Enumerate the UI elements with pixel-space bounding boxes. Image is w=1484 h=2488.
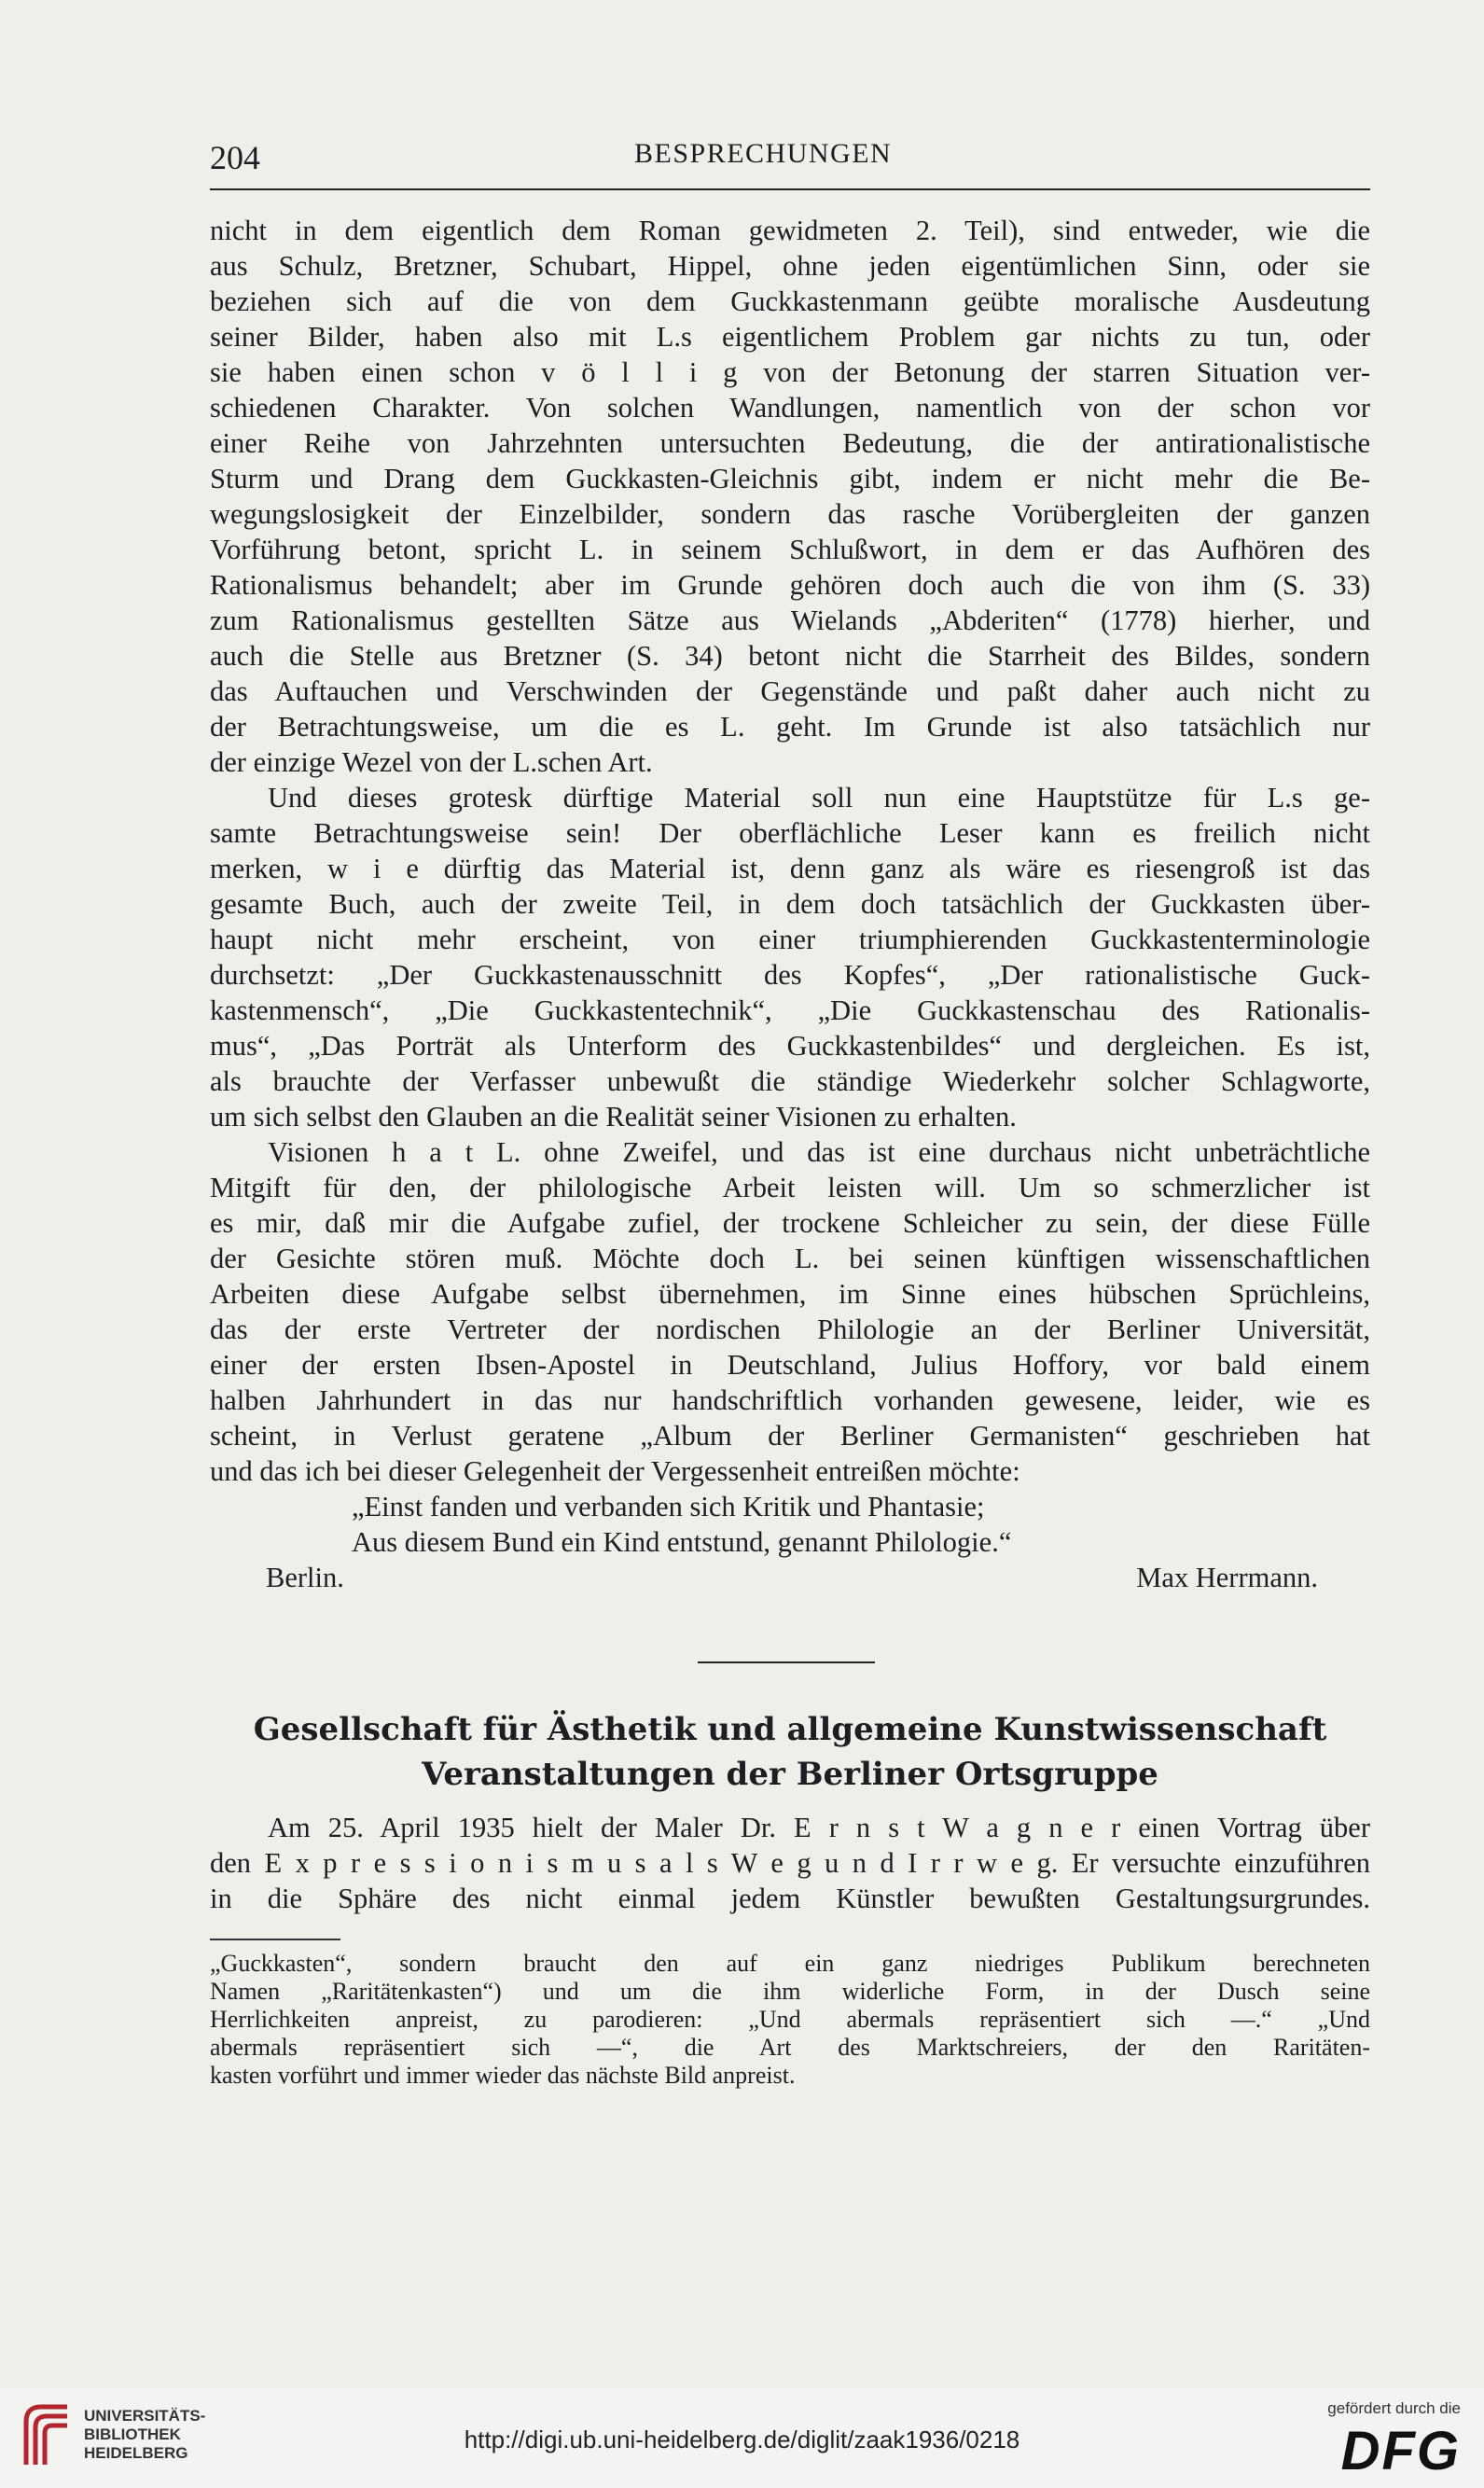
text-line: durchsetzt: „Der Guckkastenausschnitt des Kopfes“, „Der rationalistische Guck- (210, 959, 1370, 991)
header-rule (210, 188, 1370, 190)
text-line: Rationalismus behandelt; aber im Grunde gehören doch auch die von ihm (S. 33) (210, 569, 1370, 601)
text-line: scheint, in Verlust geratene „Album der Berliner Germanisten“ geschrieben hat (210, 1420, 1370, 1452)
text-line: einer der ersten Ibsen-Apostel in Deutschland, Julius Hoffory, vor bald einem (210, 1349, 1370, 1381)
text-line: merken, w i e dürftig das Material ist, denn ganz als wäre es riesengroß ist das (210, 853, 1370, 884)
text-line: Und dieses grotesk dürftige Material soll nun eine Hauptstütze für L.s ge- (268, 782, 1370, 813)
section-title-line-2: Veranstaltungen der Berliner Ortsgruppe (422, 1756, 1158, 1793)
text-line: kastenmensch“, „Die Guckkastentechnik“, „Die Guckkastenschau des Rationalis- (210, 994, 1370, 1026)
text-line: Mitgift für den, der philologische Arbeit leisten will. Um so schmerzlicher ist (210, 1172, 1370, 1203)
text-line: als brauchte der Verfasser unbewußt die ständige Wiederkehr solcher Schlagworte, (210, 1065, 1370, 1097)
footnote (210, 1950, 1370, 2090)
signature (210, 1560, 1318, 1595)
text-line: haupt nicht mehr erscheint, von einer triumphierenden Guckkastenterminologie (210, 924, 1370, 955)
footnote-line: Namen „Raritätenkasten“) und um die ihm widerliche Form, in der Dusch seine (210, 1978, 1370, 2005)
text-line: der Gesichte stören muß. Möchte doch L. bei seinen künftigen wissenschaftlichen (210, 1243, 1370, 1274)
text-line: um sich selbst den Glauben an die Realität seiner Visionen zu erhalten. (210, 1101, 1017, 1133)
text-line: sie haben einen schon v ö l l i g von der Betonung der starren Situation ver- (210, 356, 1370, 388)
page-header (210, 138, 1370, 185)
section-title (210, 1707, 1370, 1797)
text-line: nicht in dem eigentlich dem Roman gewidmeten 2. Teil), sind entweder, wie die (210, 215, 1370, 246)
text-line: es mir, daß mir die Aufgabe zufiel, der trockene Schleicher zu sein, der diese Fülle (210, 1207, 1370, 1239)
footnote-line: abermals repräsentiert sich —“, die Art des Marktschreiers, der den Raritäten- (210, 2034, 1370, 2061)
footnote-line: kasten vorführt und immer wieder das nächste Bild anpreist. (210, 2062, 796, 2089)
footnote-line: Herrlichkeiten anpreist, zu parodieren: „Und abermals repräsentiert sich —.“ „Und (210, 2006, 1370, 2033)
text-line: gesamte Buch, auch der zweite Teil, in dem doch tatsächlich der Guckkasten über- (210, 888, 1370, 920)
text-line: das der erste Vertreter der nordischen Philologie an der Berliner Universität, (210, 1313, 1370, 1345)
text-line: beziehen sich auf die von dem Guckkastenmann geübte moralische Ausdeutung (210, 285, 1370, 317)
text-line: der einzige Wezel von der L.schen Art. (210, 746, 653, 778)
text-line: mus“, „Das Porträt als Unterform des Guckkastenbildes“ und dergleichen. Es ist, (210, 1030, 1370, 1062)
poem-line: „Einst fanden und verbanden sich Kritik und Phantasie; (352, 1491, 985, 1522)
text-line: auch die Stelle aus Bretzner (S. 34) betont nicht die Starrheit des Bildes, sondern (210, 640, 1370, 672)
source-url[interactable]: http://digi.ub.uni-heidelberg.de/diglit/zaak1936/0218 (464, 2425, 1020, 2453)
signature-author: Max Herrmann. (1136, 1562, 1318, 1593)
text-line: der Betrachtungsweise, um die es L. geht. Im Grunde ist also tatsächlich nur (210, 711, 1370, 743)
footnote-line: „Guckkasten“, sondern braucht den auf ein ganz niedriges Publikum berechneten (210, 1950, 1370, 1977)
library-name: UNIVERSITÄTS- BIBLIOTHEK HEIDELBERG (84, 2407, 206, 2462)
text-line: wegungslosigkeit der Einzelbilder, sondern das rasche Vorübergleiten der ganzen (210, 498, 1370, 530)
text-line: und das ich bei dieser Gelegenheit der Vergessenheit entreißen möchte: (210, 1455, 1020, 1487)
text-line: den E x p r e s s i o n i s m u s a l s W e g u n d I r r w e g. Er versuchte einzuführen (210, 1847, 1370, 1879)
funding-note: gefördert durch die (1327, 2399, 1461, 2417)
page-number: 204 (210, 139, 260, 176)
text-line: Am 25. April 1935 hielt der Maler Dr. E r n s t W a g n e r einen Vortrag über (268, 1812, 1370, 1843)
section-text (210, 1810, 1370, 1916)
poem-line: Aus diesem Bund ein Kind entstund, genannt Philologie.“ (352, 1526, 1012, 1558)
text-line: Arbeiten diese Aufgabe selbst übernehmen, im Sinne eines hübschen Sprüchleins, (210, 1278, 1370, 1310)
text-line: seiner Bilder, haben also mit L.s eigentlichem Problem gar nichts zu tun, oder (210, 321, 1370, 353)
text-line: Visionen h a t L. ohne Zweifel, und das ist eine durchaus nicht unbeträchtliche (268, 1136, 1370, 1168)
text-line: zum Rationalismus gestellten Sätze aus Wielands „Abderiten“ (1778) hierher, und (210, 605, 1370, 636)
text-line: in die Sphäre des nicht einmal jedem Künstler bewußten Gestaltungsurgrundes. (210, 1883, 1370, 1914)
text-line: Sturm und Drang dem Guckkasten-Gleichnis gibt, indem er nicht mehr die Be- (210, 463, 1370, 494)
text-line: samte Betrachtungsweise sein! Der oberflächliche Leser kann es freilich nicht (210, 817, 1370, 849)
text-line: Vorführung betont, spricht L. in seinem Schlußwort, in dem er das Aufhören des (210, 534, 1370, 565)
text-line: das Auftauchen und Verschwinden der Gegenstände und paßt daher auch nicht zu (210, 675, 1370, 707)
signature-place: Berlin. (266, 1562, 344, 1593)
review-text (210, 213, 1370, 1595)
footnote-rule (210, 1939, 340, 1940)
running-head: BESPRECHUNGEN (634, 138, 893, 169)
section-title-line-1: Gesellschaft für Ästhetik und allgemeine Kunstwissenschaft (253, 1711, 1327, 1748)
text-line: schiedenen Charakter. Von solchen Wandlungen, namentlich von der schon vor (210, 392, 1370, 424)
digitization-footer (0, 2388, 1484, 2488)
text-line: aus Schulz, Bretzner, Schubart, Hippel, ohne jeden eigentümlichen Sinn, oder sie (210, 250, 1370, 282)
section-divider (698, 1661, 875, 1663)
text-line: halben Jahrhundert in das nur handschriftlich vorhanden gewesene, leider, wie es (210, 1384, 1370, 1416)
dfg-logo: DFG (1340, 2421, 1461, 2481)
text-line: einer Reihe von Jahrzehnten untersuchten Bedeutung, die der antirationalistische (210, 427, 1370, 459)
